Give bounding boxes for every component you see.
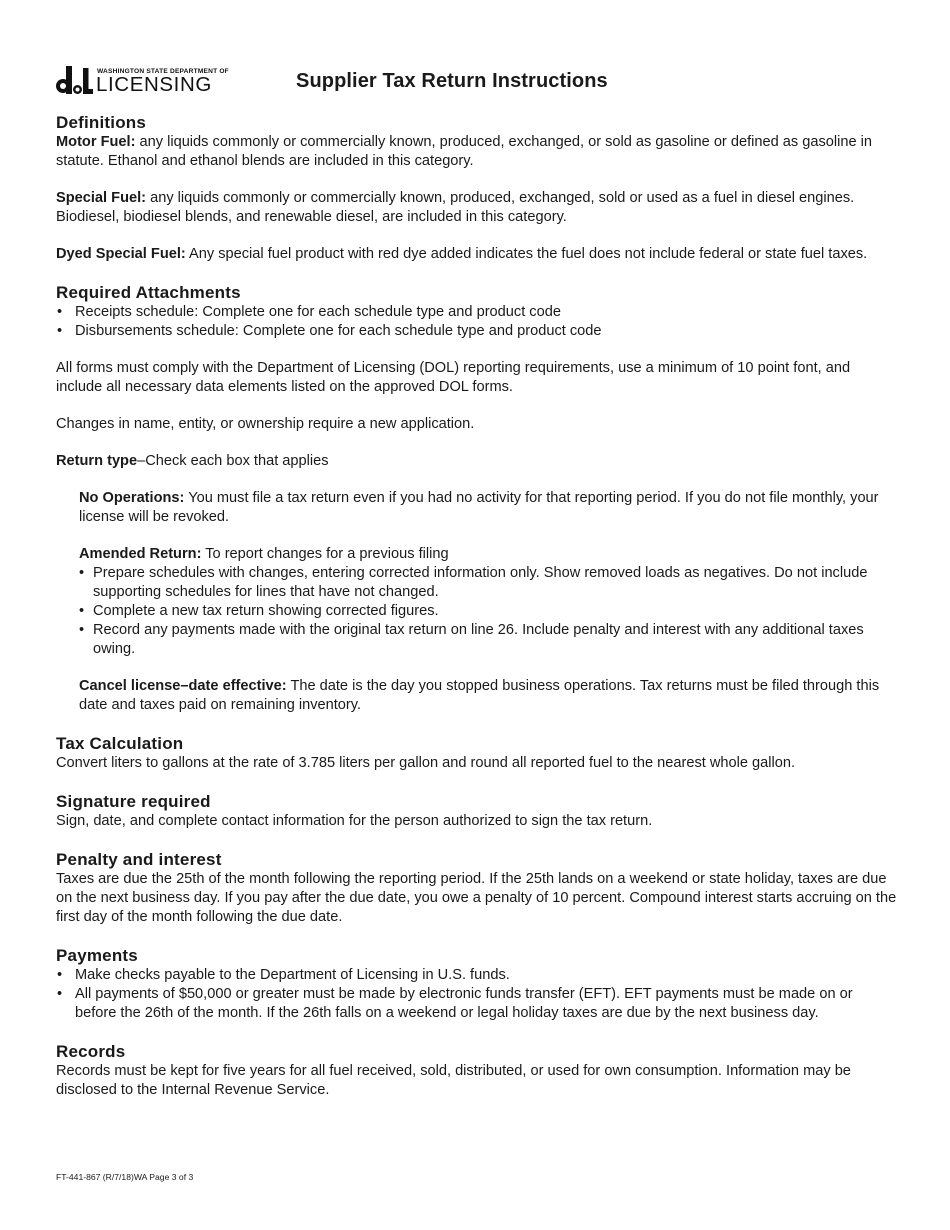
return-type-section	[56, 452, 898, 715]
penalty-text: Taxes are due the 25th of the month following the reporting period. If the 25th lands on a weekend or state holiday, taxes are due on the next business day. If you pay after the due date, you owe a penalty of 10 percent. Compound interest starts accruing on the first day of the month following the due date.	[56, 871, 897, 925]
records-section	[56, 1041, 898, 1100]
attachments-list	[56, 303, 898, 341]
definitions-heading: Definitions	[56, 113, 147, 132]
definition-text: Any special fuel product with red dye added indicates the fuel does not include federal or state fuel taxes.	[185, 246, 868, 262]
amended-return-option	[79, 545, 898, 564]
records-heading: Records	[56, 1042, 126, 1061]
list-item: • Record any payments made with the original tax return on line 26. Include penalty and interest with any additional taxes owing.	[79, 621, 898, 659]
changes-note: Changes in name, entity, or ownership require a new application.	[56, 416, 475, 432]
list-item: • Prepare schedules with changes, entering corrected information only. Show removed loads as negatives. Do not include supporting schedules for lines that have not changed.	[79, 564, 898, 602]
definition-term: Dyed Special Fuel:	[56, 246, 186, 262]
option-term: No Operations:	[79, 490, 185, 506]
logo-agency-line: WASHINGTON STATE DEPARTMENT OF	[97, 68, 229, 75]
compliance-note: All forms must comply with the Department of Licensing (DOL) reporting requirements, use a minimum of 10 point font, and include all necessary data elements listed on the approved DOL forms.	[56, 360, 851, 395]
list-item: • Make checks payable to the Department of Licensing in U.S. funds.	[56, 966, 898, 985]
attachments-heading: Required Attachments	[56, 283, 241, 302]
list-item: • Receipts schedule: Complete one for each schedule type and product code	[56, 303, 898, 322]
instructions-body	[56, 112, 898, 1100]
page-title: Supplier Tax Return Instructions	[296, 70, 608, 92]
special-fuel-definition	[56, 189, 898, 227]
penalty-section	[56, 849, 898, 927]
payments-list	[56, 966, 898, 1023]
penalty-heading: Penalty and interest	[56, 850, 222, 869]
dol-logo	[56, 62, 231, 96]
form-footer: FT-441-867 (R/7/18)WA Page 3 of 3	[56, 1172, 194, 1182]
signature-section	[56, 791, 898, 831]
dyed-special-fuel-definition	[56, 245, 898, 264]
definition-term: Motor Fuel:	[56, 134, 136, 150]
option-text: To report changes for a previous filing	[201, 546, 449, 562]
list-item: • Disbursements schedule: Complete one for each schedule type and product code	[56, 322, 898, 341]
definition-text: any liquids commonly or commercially known, produced, exchanged, or sold as gasoline or defined as gasoline in statute. Ethanol and ethanol blends are included in this category.	[56, 134, 873, 169]
tax-calculation-section	[56, 733, 898, 773]
return-type-intro	[56, 452, 898, 471]
list-item: • Complete a new tax return showing corrected figures.	[79, 602, 898, 621]
records-text: Records must be kept for five years for all fuel received, sold, distributed, or used for own consumption. Information may be disclosed to the Internal Revenue Service.	[56, 1063, 851, 1098]
payments-section	[56, 945, 898, 1023]
option-text: The date is the day you stopped business operations. Tax returns must be filed through this date and taxes paid on remaining inventory.	[79, 678, 880, 713]
option-term: Cancel license–date effective:	[79, 678, 287, 694]
payments-heading: Payments	[56, 946, 138, 965]
return-type-term: Return type	[56, 453, 138, 469]
definitions-section	[56, 112, 898, 264]
list-item: • All payments of $50,000 or greater must be made by electronic funds transfer (EFT). EFT payments must be made on or before the 26th of the month. If the 26th falls on a weekend or legal holiday taxes are due by the next business day.	[56, 985, 898, 1023]
tax-calculation-text: Convert liters to gallons at the rate of 3.785 liters per gallon and round all reported fuel to the nearest whole gallon.	[56, 755, 796, 771]
option-text: You must file a tax return even if you had no activity for that reporting period. If you do not file monthly, your license will be revoked.	[79, 490, 879, 525]
no-operations-option	[79, 489, 898, 527]
amended-return-list	[79, 564, 898, 659]
attachments-section	[56, 282, 898, 434]
definition-text: any liquids commonly or commercially known, produced, exchanged, sold or used as a fuel in diesel engines. Biodiesel, biodiesel blends, and renewable diesel, are included in this category.	[56, 190, 855, 225]
page-header	[56, 60, 898, 100]
definition-term: Special Fuel:	[56, 190, 147, 206]
logo-word: LICENSING	[96, 73, 212, 96]
signature-heading: Signature required	[56, 792, 211, 811]
motor-fuel-definition	[56, 133, 898, 171]
option-term: Amended Return:	[79, 546, 202, 562]
dol-logo-mark-icon	[56, 64, 94, 96]
cancel-license-option	[79, 677, 898, 715]
signature-text: Sign, date, and complete contact information for the person authorized to sign the tax return.	[56, 813, 653, 829]
return-type-options	[79, 489, 898, 715]
tax-calculation-heading: Tax Calculation	[56, 734, 184, 753]
return-type-text: –Check each box that applies	[137, 453, 329, 469]
